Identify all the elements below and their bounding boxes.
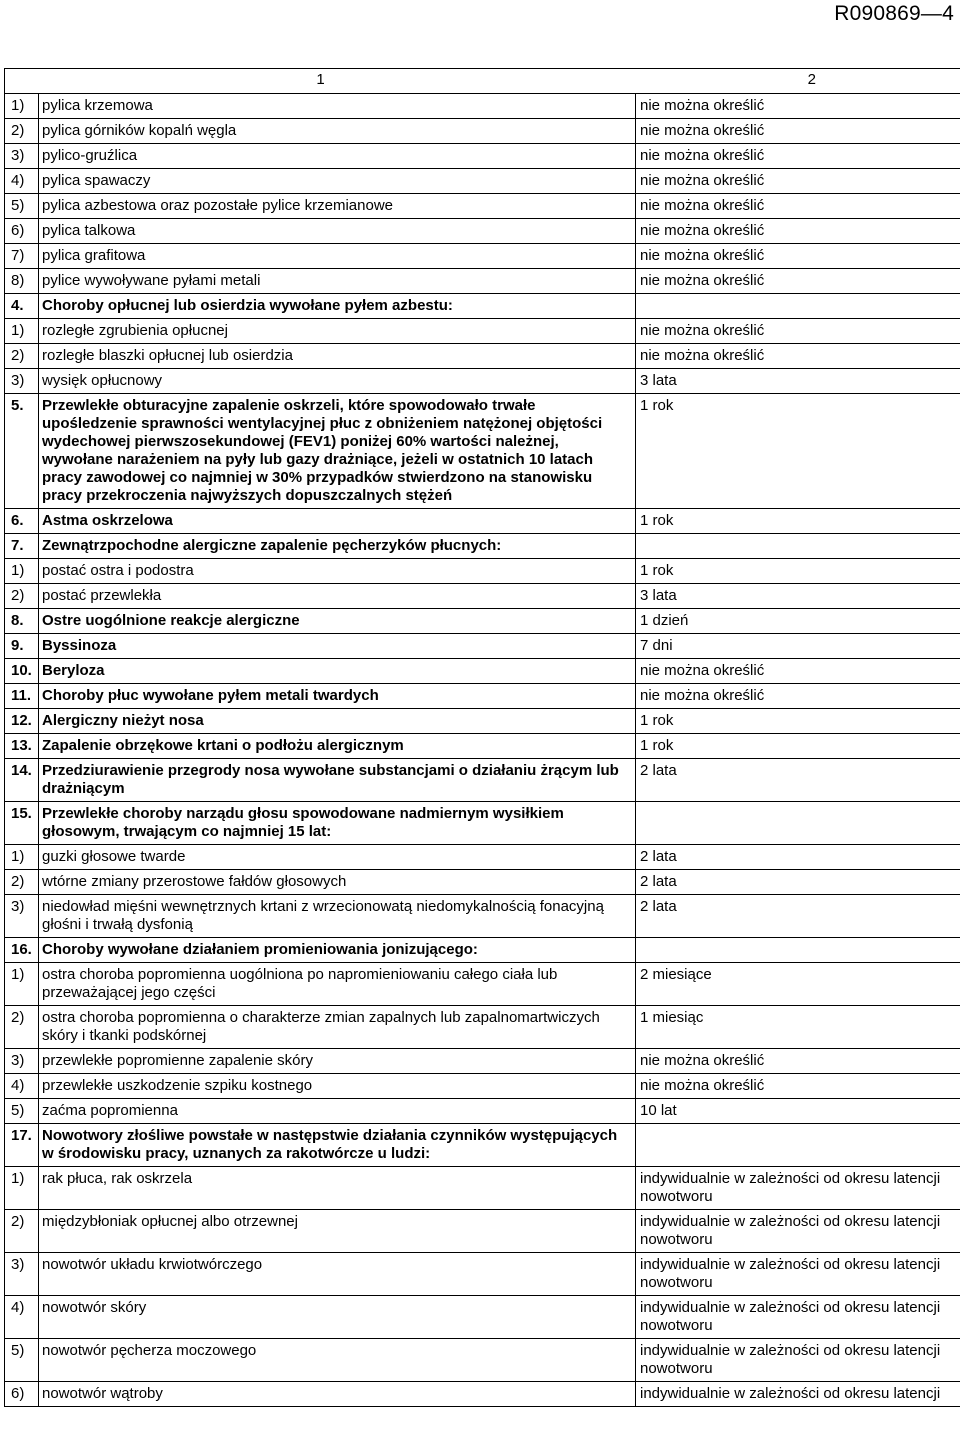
row-description: pylica talkowa (39, 219, 636, 244)
row-description: rozległe blaszki opłucnej lub osierdzia (39, 344, 636, 369)
row-value: 3 lata (636, 369, 960, 394)
table-row (5, 344, 960, 369)
row-value: nie można określić (636, 344, 960, 369)
row-value: 1 miesiąc (636, 1006, 960, 1049)
row-number: 2) (5, 1006, 39, 1049)
row-value: nie można określić (636, 144, 960, 169)
document-id: R090869—4 (834, 2, 954, 25)
table-row (5, 1099, 960, 1124)
row-value: indywidualnie w zależności od okresu latencji nowotworu (636, 1296, 960, 1339)
table-row (5, 709, 960, 734)
row-description: nowotwór pęcherza moczowego (39, 1339, 636, 1382)
row-description: Alergiczny nieżyt nosa (39, 709, 636, 734)
row-value: nie można określić (636, 269, 960, 294)
row-description: pylica grafitowa (39, 244, 636, 269)
row-number: 1) (5, 1167, 39, 1210)
row-number: 8. (5, 609, 39, 634)
table-header-row (5, 69, 960, 94)
row-number: 6. (5, 509, 39, 534)
row-description: Zewnątrzpochodne alergiczne zapalenie pęcherzyków płucnych: (39, 534, 636, 559)
row-value (636, 534, 960, 559)
row-description: pylica krzemowa (39, 94, 636, 119)
row-number: 5) (5, 1099, 39, 1124)
row-number: 6) (5, 1382, 39, 1407)
row-value: nie można określić (636, 684, 960, 709)
row-number: 5. (5, 394, 39, 509)
row-number: 7. (5, 534, 39, 559)
row-number: 17. (5, 1124, 39, 1167)
row-description: Przedziurawienie przegrody nosa wywołane substancjami o działaniu żrącym lub drażniącym (39, 759, 636, 802)
row-value: nie można określić (636, 244, 960, 269)
row-description: przewlekłe uszkodzenie szpiku kostnego (39, 1074, 636, 1099)
row-description: Choroby płuc wywołane pyłem metali twardych (39, 684, 636, 709)
table-header-cell (5, 69, 960, 94)
row-value: indywidualnie w zależności od okresu latencji nowotworu (636, 1210, 960, 1253)
row-value: nie można określić (636, 169, 960, 194)
row-description: wysięk opłucnowy (39, 369, 636, 394)
row-description: nowotwór wątroby (39, 1382, 636, 1407)
row-number: 9. (5, 634, 39, 659)
row-number: 3) (5, 1049, 39, 1074)
row-number: 1) (5, 963, 39, 1006)
row-number: 2) (5, 1210, 39, 1253)
row-value: 2 lata (636, 895, 960, 938)
row-value: indywidualnie w zależności od okresu latencji nowotworu (636, 1339, 960, 1382)
row-description: pylice wywoływane pyłami metali (39, 269, 636, 294)
table-row (5, 294, 960, 319)
row-description: pylico-gruźlica (39, 144, 636, 169)
row-value (636, 1124, 960, 1167)
row-number: 2) (5, 870, 39, 895)
table-row (5, 1210, 960, 1253)
table-row (5, 1167, 960, 1210)
row-number: 3) (5, 895, 39, 938)
table-row (5, 219, 960, 244)
row-value: 1 rok (636, 394, 960, 509)
row-value: nie można określić (636, 319, 960, 344)
row-description: wtórne zmiany przerostowe fałdów głosowych (39, 870, 636, 895)
table-row (5, 963, 960, 1006)
table-row (5, 559, 960, 584)
row-description: pylica spawaczy (39, 169, 636, 194)
row-value: indywidualnie w zależności od okresu latencji nowotworu (636, 1253, 960, 1296)
disease-table-body (5, 69, 960, 1407)
row-value: nie można określić (636, 119, 960, 144)
row-number: 2) (5, 344, 39, 369)
row-number: 14. (5, 759, 39, 802)
row-description: Nowotwory złośliwe powstałe w następstwie działania czynników występujących w środowisku pracy, uznanych za rakotwórcze u ludzi: (39, 1124, 636, 1167)
row-description: guzki głosowe twarde (39, 845, 636, 870)
table-row (5, 1296, 960, 1339)
table-row (5, 534, 960, 559)
row-description: rozległe zgrubienia opłucnej (39, 319, 636, 344)
row-value: 1 rok (636, 709, 960, 734)
row-number: 1) (5, 319, 39, 344)
table-row (5, 1006, 960, 1049)
row-value (636, 938, 960, 963)
row-number: 3) (5, 144, 39, 169)
disease-table (4, 68, 960, 1407)
table-row (5, 584, 960, 609)
row-description: nowotwór skóry (39, 1296, 636, 1339)
table-row (5, 369, 960, 394)
row-number: 11. (5, 684, 39, 709)
row-value: 1 dzień (636, 609, 960, 634)
table-row (5, 1253, 960, 1296)
row-value: nie można określić (636, 1049, 960, 1074)
table-row (5, 94, 960, 119)
table-row (5, 119, 960, 144)
row-description: ostra choroba popromienna uogólniona po napromieniowaniu całego ciała lub przeważającej jego części (39, 963, 636, 1006)
row-number: 4) (5, 1296, 39, 1339)
row-number: 1) (5, 94, 39, 119)
row-description: Zapalenie obrzękowe krtani o podłożu alergicznym (39, 734, 636, 759)
row-description: postać przewlekła (39, 584, 636, 609)
row-number: 1) (5, 559, 39, 584)
row-description: Astma oskrzelowa (39, 509, 636, 534)
row-description: nowotwór układu krwiotwórczego (39, 1253, 636, 1296)
row-description: zaćma popromienna (39, 1099, 636, 1124)
row-number: 5) (5, 1339, 39, 1382)
row-number: 1) (5, 845, 39, 870)
row-value: indywidualnie w zależności od okresu latencji (636, 1382, 960, 1407)
row-number: 15. (5, 802, 39, 845)
row-value: nie można określić (636, 219, 960, 244)
row-value: 2 lata (636, 845, 960, 870)
row-number: 5) (5, 194, 39, 219)
row-number: 4) (5, 1074, 39, 1099)
row-number: 3) (5, 369, 39, 394)
row-value: 1 rok (636, 734, 960, 759)
row-number: 13. (5, 734, 39, 759)
table-row (5, 1339, 960, 1382)
table-row (5, 169, 960, 194)
table-row (5, 802, 960, 845)
row-description: Choroby opłucnej lub osierdzia wywołane pyłem azbestu: (39, 294, 636, 319)
row-value: 10 lat (636, 1099, 960, 1124)
table-row (5, 1382, 960, 1407)
table-row (5, 895, 960, 938)
row-number: 12. (5, 709, 39, 734)
row-description: Przewlekłe obturacyjne zapalenie oskrzeli, które spowodowało trwałe upośledzenie sprawności wentylacyjnej płuc z obniżeniem natężonej objętości wydechowej pierwszosekundowej (FEV1) poniżej 60% wartości należnej, wywołane narażeniem na pyły lub gazy drażniące, jeżeli w ostatnich 10 latach pracy zawodowej co najmniej w 30% przypadków stwierdzono na stanowisku pracy przekroczenia najwyższych dopuszczalnych stężeń (39, 394, 636, 509)
table-row (5, 634, 960, 659)
row-value: 2 lata (636, 870, 960, 895)
table-row (5, 509, 960, 534)
table-row (5, 759, 960, 802)
table-row (5, 938, 960, 963)
table-row (5, 269, 960, 294)
row-description: Beryloza (39, 659, 636, 684)
table-row (5, 244, 960, 269)
row-description: postać ostra i podostra (39, 559, 636, 584)
row-value: nie można określić (636, 194, 960, 219)
table-row (5, 609, 960, 634)
table-row (5, 1074, 960, 1099)
row-description: rak płuca, rak oskrzela (39, 1167, 636, 1210)
row-value: nie można określić (636, 94, 960, 119)
row-value: nie można określić (636, 659, 960, 684)
table-row (5, 319, 960, 344)
row-description: przewlekłe popromienne zapalenie skóry (39, 1049, 636, 1074)
row-value: 3 lata (636, 584, 960, 609)
row-value: nie można określić (636, 1074, 960, 1099)
row-description: międzybłoniak opłucnej albo otrzewnej (39, 1210, 636, 1253)
row-description: niedowład mięśni wewnętrznych krtani z wrzecionowatą niedomykalnością fonacyjną głośni i trwałą dysfonią (39, 895, 636, 938)
row-description: pylica azbestowa oraz pozostałe pylice krzemianowe (39, 194, 636, 219)
column-1-header: 1 (316, 71, 325, 88)
row-description: Ostre uogólnione reakcje alergiczne (39, 609, 636, 634)
table-row (5, 1049, 960, 1074)
table-row (5, 870, 960, 895)
row-number: 3) (5, 1253, 39, 1296)
row-value: 2 miesiące (636, 963, 960, 1006)
row-number: 7) (5, 244, 39, 269)
table-row (5, 194, 960, 219)
row-value: indywidualnie w zależności od okresu latencji nowotworu (636, 1167, 960, 1210)
row-value: 1 rok (636, 559, 960, 584)
row-number: 4. (5, 294, 39, 319)
row-number: 2) (5, 119, 39, 144)
row-description: pylica górników kopalń węgla (39, 119, 636, 144)
row-number: 2) (5, 584, 39, 609)
row-value (636, 294, 960, 319)
row-description: ostra choroba popromienna o charakterze zmian zapalnych lub zapalnomartwiczych skóry i tkanki podskórnej (39, 1006, 636, 1049)
table-row (5, 144, 960, 169)
table-row (5, 394, 960, 509)
column-2-header: 2 (807, 71, 816, 88)
table-row (5, 734, 960, 759)
row-value (636, 802, 960, 845)
row-number: 8) (5, 269, 39, 294)
row-value: 7 dni (636, 634, 960, 659)
row-number: 6) (5, 219, 39, 244)
row-number: 10. (5, 659, 39, 684)
row-number: 4) (5, 169, 39, 194)
row-description: Przewlekłe choroby narządu głosu spowodowane nadmiernym wysiłkiem głosowym, trwającym co najmniej 15 lat: (39, 802, 636, 845)
row-value: 1 rok (636, 509, 960, 534)
row-description: Byssinoza (39, 634, 636, 659)
row-description: Choroby wywołane działaniem promieniowania jonizującego: (39, 938, 636, 963)
table-row (5, 684, 960, 709)
row-number: 16. (5, 938, 39, 963)
table-row (5, 845, 960, 870)
table-row (5, 659, 960, 684)
table-row (5, 1124, 960, 1167)
row-value: 2 lata (636, 759, 960, 802)
